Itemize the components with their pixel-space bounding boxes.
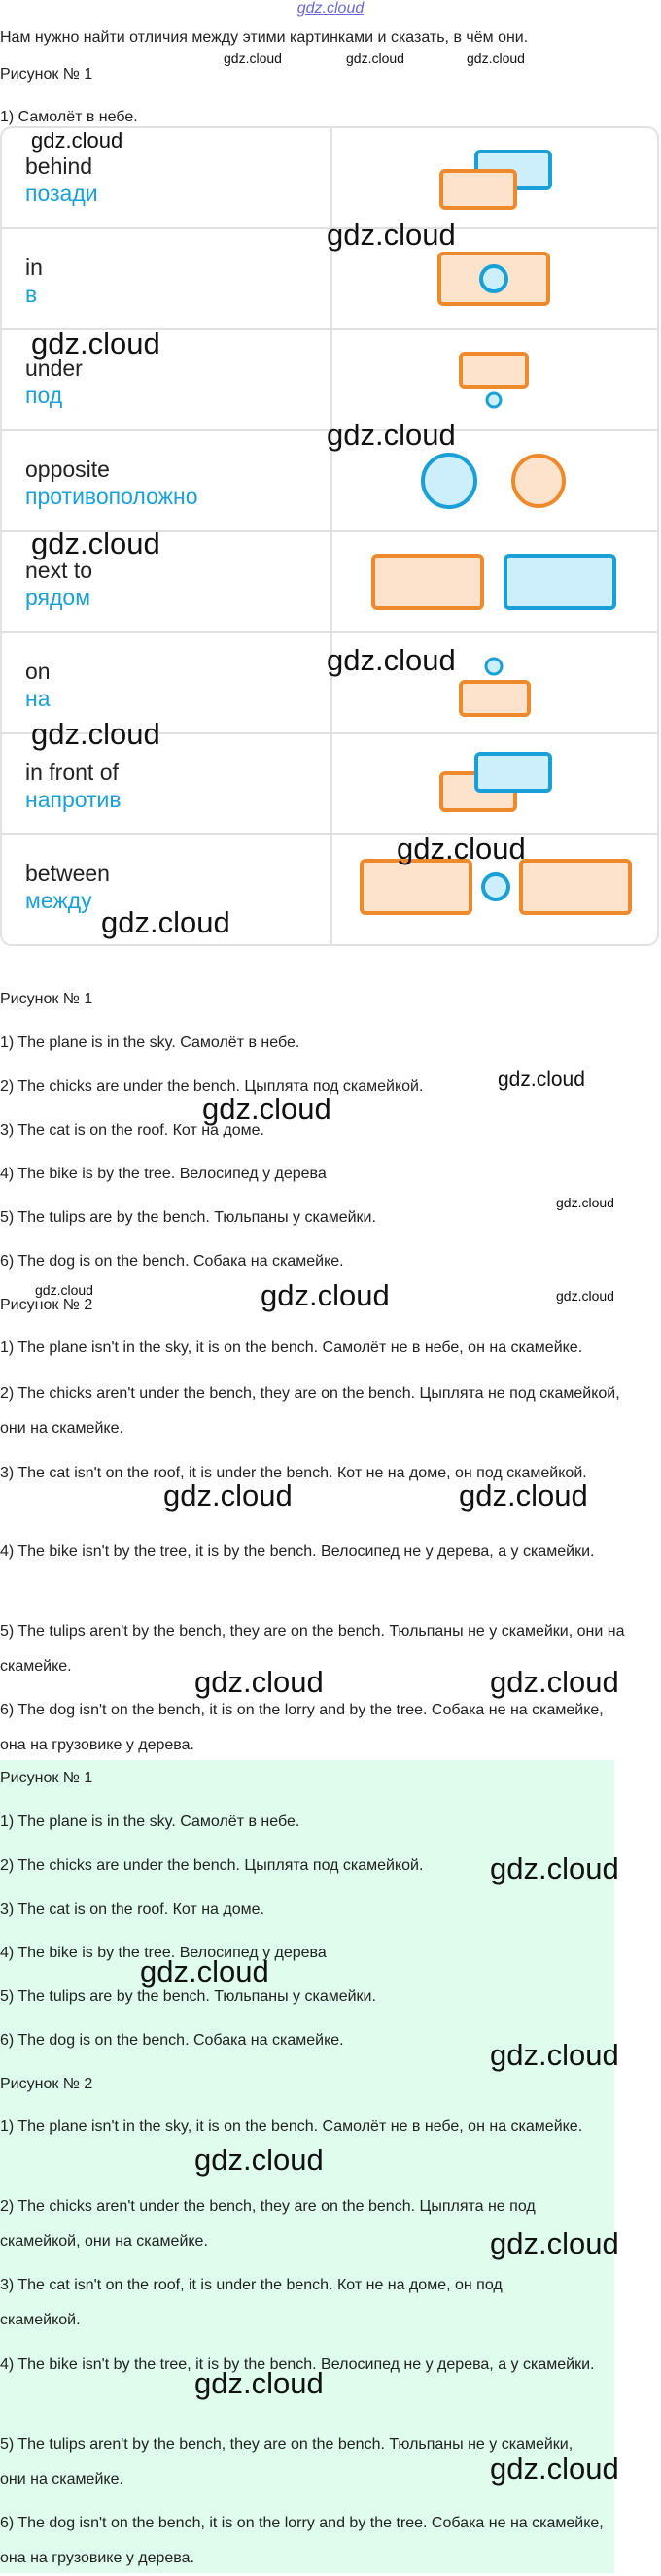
watermark: gdz.cloud	[163, 1478, 293, 1512]
watermark: gdz.cloud	[327, 643, 456, 677]
watermark: gdz.cloud	[327, 218, 456, 252]
watermark: gdz.cloud	[556, 1288, 614, 1304]
answer2-pic1-item: 5) The tulips are by the bench. Тюльпаны у скамейки.	[0, 1988, 376, 2005]
russian-word: на	[25, 686, 51, 711]
answer2-pic1-title: Рисунок № 1	[0, 1770, 93, 1786]
watermark: gdz.cloud	[194, 1665, 324, 1699]
answer2-pic2-item: 3) The cat isn't on the roof, it is under the bench. Кот не на доме, он под скамейкой.	[0, 2277, 503, 2328]
answer2-pic2-title: Рисунок № 2	[0, 2076, 93, 2092]
answer1-pic2-item: 4) The bike isn't by the tree, it is by the bench. Велосипед не у дерева, а у скамейки.	[0, 1543, 595, 1560]
watermark: gdz.cloud	[261, 1278, 390, 1312]
intro-line: 1) Самолёт в небе.	[0, 109, 138, 125]
english-word: behind	[25, 153, 93, 179]
watermark: gdz.cloud	[224, 51, 282, 66]
watermark: gdz.cloud	[140, 1954, 269, 1988]
answer1-pic1-title: Рисунок № 1	[0, 991, 93, 1007]
russian-word: в	[25, 282, 38, 307]
answer2-pic1-item: 3) The cat is on the roof. Кот на доме.	[0, 1901, 264, 1917]
answer1-pic2-title: Рисунок № 2	[0, 1297, 93, 1313]
russian-word: позади	[25, 181, 98, 206]
answer2-pic1-item: 4) The bike is by the tree. Велосипед у дерева	[0, 1945, 327, 1961]
russian-word: рядом	[25, 585, 91, 610]
answer1-pic2-item: 6) The dog isn't on the bench, it is on the lorry and by the tree. Собака не на скамейке, она на грузовике у дерева.	[0, 1702, 604, 1753]
answer1-pic1-item: 6) The dog is on the bench. Собака на скамейке.	[0, 1253, 344, 1270]
answer2-pic2-item: 5) The tulips aren't by the bench, they are on the bench. Тюльпаны не у скамейки, они на скамейке.	[0, 2436, 574, 2488]
answer2-pic1-item: 1) The plane is in the sky. Самолёт в небе.	[0, 1813, 300, 1830]
watermark: gdz.cloud	[490, 1851, 619, 1885]
task-question: Нам нужно найти отличия между этими картинками и сказать, в чём они.	[0, 29, 529, 46]
site-logo[interactable]: gdz.cloud	[296, 0, 365, 17]
watermark: gdz.cloud	[498, 1068, 585, 1091]
russian-word: противоположно	[25, 484, 198, 509]
answer2-pic2-item: 2) The chicks aren't under the bench, they are on the bench. Цыплята не под скамейкой, они на скамейке.	[0, 2198, 536, 2250]
russian-word: между	[25, 888, 92, 913]
watermark: gdz.cloud	[467, 51, 525, 66]
english-word: in front of	[25, 760, 119, 785]
answer1-pic1-item: 2) The chicks are under the bench. Цыплята под скамейкой.	[0, 1078, 424, 1095]
russian-word: напротив	[25, 787, 122, 812]
watermark: gdz.cloud	[556, 1195, 614, 1210]
watermark: gdz.cloud	[31, 326, 160, 360]
answer1-pic1-item: 1) The plane is in the sky. Самолёт в небе.	[0, 1034, 300, 1051]
answer1-pic2-item: 5) The tulips aren't by the bench, they are on the bench. Тюльпаны не у скамейки, они на скамейке.	[0, 1623, 625, 1675]
answer1-pic1-item: 3) The cat is on the roof. Кот на доме.	[0, 1122, 264, 1138]
english-word: in	[25, 254, 43, 280]
english-word: under	[25, 356, 83, 381]
watermark: gdz.cloud	[459, 1478, 588, 1512]
english-word: opposite	[25, 457, 110, 482]
answer1-pic2-item: 3) The cat isn't on the roof, it is under the bench. Кот не на доме, он под скамейкой.	[0, 1465, 587, 1481]
answer2-pic2-item: 1) The plane isn't in the sky, it is on the bench. Самолёт не в небе, он на скамейке.	[0, 2118, 583, 2135]
watermark: gdz.cloud	[346, 51, 404, 66]
watermark: gdz.cloud	[490, 2226, 619, 2260]
answer1-pic1-item: 5) The tulips are by the bench. Тюльпаны у скамейки.	[0, 1209, 376, 1226]
watermark: gdz.cloud	[194, 2143, 324, 2177]
watermark: gdz.cloud	[101, 905, 230, 939]
english-word: next to	[25, 558, 93, 583]
english-word: between	[25, 861, 110, 886]
answer2-pic1-item: 2) The chicks are under the bench. Цыплята под скамейкой.	[0, 1857, 424, 1874]
answer1-pic2-item: 2) The chicks aren't under the bench, they are on the bench. Цыплята не под скамейкой, они на скамейке.	[0, 1385, 620, 1437]
answer2-pic1-item: 6) The dog is on the bench. Собака на скамейке.	[0, 2032, 344, 2049]
watermark: gdz.cloud	[31, 526, 160, 560]
watermark: gdz.cloud	[194, 2366, 324, 2400]
watermark: gdz.cloud	[490, 2038, 619, 2072]
watermark: gdz.cloud	[490, 1665, 619, 1699]
watermark: gdz.cloud	[327, 418, 456, 452]
picture-label: Рисунок № 1	[0, 66, 93, 83]
watermark: gdz.cloud	[31, 717, 160, 751]
watermark: gdz.cloud	[397, 831, 526, 865]
english-word: on	[25, 659, 51, 684]
answer1-pic2-item: 1) The plane isn't in the sky, it is on the bench. Самолёт не в небе, он на скамейке.	[0, 1339, 583, 1356]
watermark: gdz.cloud	[202, 1092, 331, 1126]
answer2-pic2-item: 6) The dog isn't on the bench, it is on the lorry and by the tree. Собака не на скамейке, она на грузовике у дерева.	[0, 2515, 604, 2566]
answer1-pic1-item: 4) The bike is by the tree. Велосипед у дерева	[0, 1166, 327, 1182]
watermark: gdz.cloud	[35, 1282, 93, 1298]
watermark: gdz.cloud	[490, 2452, 619, 2486]
watermark: gdz.cloud	[31, 128, 123, 153]
answer2-pic2-item: 4) The bike isn't by the tree, it is by the bench. Велосипед не у дерева, а у скамейки.	[0, 2356, 595, 2373]
russian-word: под	[25, 383, 63, 408]
